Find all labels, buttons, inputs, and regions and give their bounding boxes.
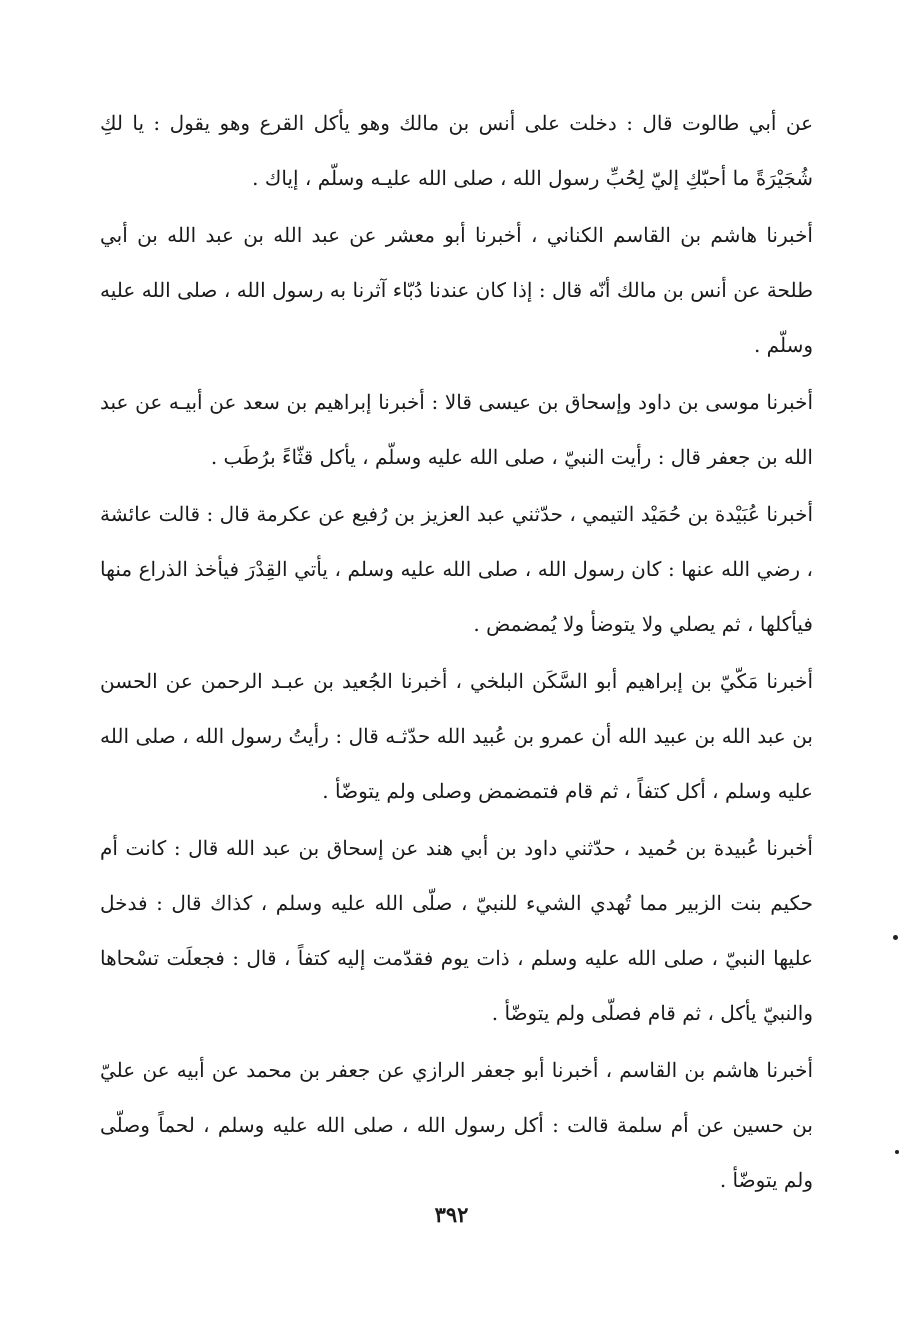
paragraph-3: أخبرنا موسى بن داود وإسحاق بن عيسى قالا : أخبرنا إبراهيم بن سعد عن أبيـه عن عبد الله بن جعفر قال : رأيت النبيّ ، صلى الله عليه وسلّم ، يأكل قثّاءً برُطَب . xyxy=(100,390,813,469)
paragraph-4: أخبرنا عُبَيْدة بن حُمَيْد التيمي ، حدّثني عبد العزيز بن رُفيع عن عكرمة قال : قالت عائشة ، رضي الله عنها : كان رسول الله ، صلى الله عليه وسلم ، يأتي القِدْرَ فيأخذ الذراع منها فيأكلها ، ثم يصلي ولا يتوضأ ولا يُمضمض . xyxy=(100,502,813,636)
paragraph-1: عن أبي طالوت قال : دخلت على أنس بن مالك وهو يأكل القرع وهو يقول : يا لكِ شُجَيْرَةً ما أحبّكِ إليّ لِحُبِّ رسول الله ، صلى الله عليـه وسلّم ، إياك . xyxy=(100,111,813,190)
paragraph-6: أخبرنا عُبيدة بن حُميد ، حدّثني داود بن أبي هند عن إسحاق بن عبد الله قال : كانت أم حكيم بنت الزبير مما تُهدي الشيء للنبيّ ، صلّى الله عليه وسلم ، كذاك قال : فدخل عليها النبيّ ، صلى الله عليه وسلم ، ذات يوم فقدّمت إليه كتفاً ، قال : فجعلَت تسْحاها والنبيّ يأكل ، ثم قام فصلّى ولم يتوضّأ . xyxy=(100,836,813,1025)
paragraph-5: أخبرنا مَكّيّ بن إبراهيم أبو السَّكَن البلخي ، أخبرنا الجُعيد بن عبـد الرحمن عن الحسن بن عبد الله بن عبيد الله أن عمرو بن عُبيد الله حدّثـه قال : رأيتُ رسول الله ، صلى الله عليه وسلم ، أكل كتفاً ، ثم قام فتمضمض وصلى ولم يتوضّأ . xyxy=(100,669,813,803)
paragraph-7: أخبرنا هاشم بن القاسم ، أخبرنا أبو جعفر الرازي عن جعفر بن محمد عن أبيه عن عليّ بن حسين عن أم سلمة قالت : أكل رسول الله ، صلى الله عليه وسلم ، لحماً وصلّى ولم يتوضّأ . xyxy=(100,1058,813,1192)
paragraph-2: أخبرنا هاشم بن القاسم الكناني ، أخبرنا أبو معشر عن عبد الله بن عبد الله بن أبي طلحة عن أنس بن مالك أنّه قال : إذا كان عندنا دُبّاء آثرنا به رسول الله ، صلى الله عليه وسلّم . xyxy=(100,223,813,357)
scan-speck xyxy=(895,1150,899,1154)
scan-speck xyxy=(893,935,898,940)
page-body xyxy=(100,96,813,1208)
page-number: ٣٩٢ xyxy=(434,1202,469,1227)
